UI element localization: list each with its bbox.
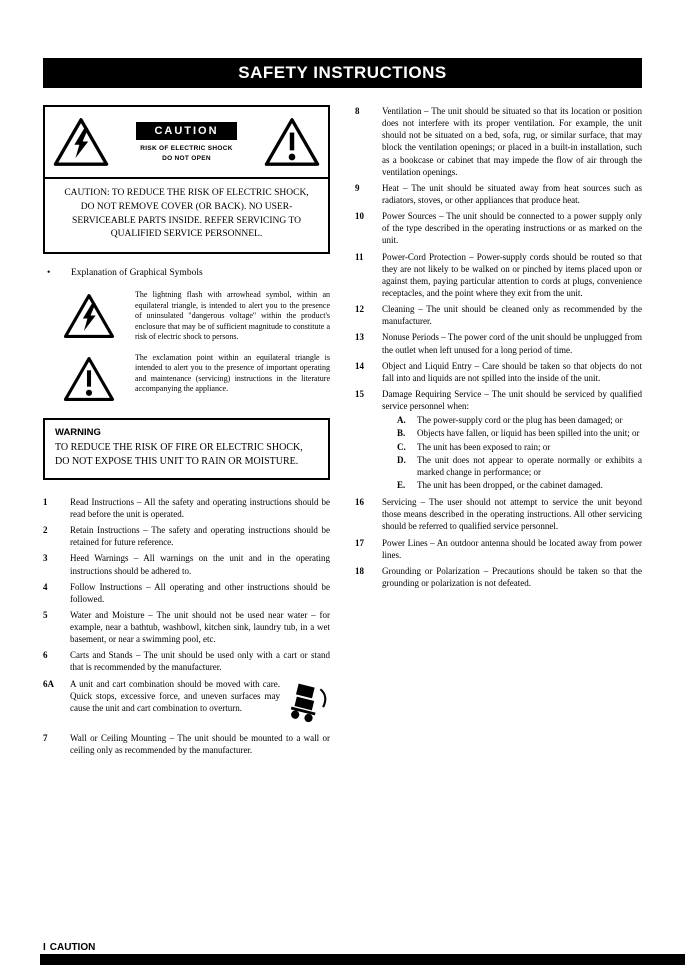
- lightning-symbol-explanation-row: [43, 290, 330, 343]
- sublist-text: The power-supply cord or the plug has been damaged; or: [417, 415, 623, 426]
- sublist-item: [382, 414, 642, 426]
- item-text: Heed Warnings – All warnings on the unit and in the operating instructions should be adhered to.: [70, 553, 330, 576]
- sublist-letter: D.: [397, 454, 406, 465]
- item-number: 16: [355, 497, 364, 508]
- sublist-item: [382, 479, 642, 491]
- item-text: Ventilation – The unit should be situated so that its location or position does not interfere with its proper ventilation. For example, the unit should not be situated on a bed, sofa, rug, or similar surface, that may block the ventilation openings; or placed in a built-in installation, such as a bookcase or cabinet that may impede the flow of air through the ventilation openings.: [382, 106, 642, 177]
- lightning-triangle-icon: [63, 293, 115, 339]
- instruction-item: [355, 331, 642, 355]
- sublist-letter: C.: [397, 441, 406, 452]
- item-number: 6: [43, 650, 48, 661]
- page-footer: [43, 942, 99, 953]
- sublist: [382, 414, 642, 491]
- item-number: 12: [355, 304, 364, 315]
- item-number: 9: [355, 182, 360, 193]
- graphical-symbols-heading: Explanation of Graphical Symbols: [71, 268, 203, 279]
- item-text: Nonuse Periods – The power cord of the unit should be unplugged from the outlet when left unused for a long period of time.: [382, 332, 642, 355]
- item-text: Wall or Ceiling Mounting – The unit should be mounted to a wall or ceiling only as recommended by the manufacturer.: [70, 732, 330, 755]
- item-number: 1: [43, 496, 48, 507]
- instruction-item: [43, 649, 330, 673]
- item-number: 3: [43, 553, 48, 564]
- warning-box: [43, 418, 330, 480]
- caution-sub-line1: RISK OF ELECTRIC SHOCK: [140, 144, 233, 152]
- instruction-item: [355, 105, 642, 178]
- item-text: Retain Instructions – The safety and operating instructions should be retained for future reference.: [70, 525, 330, 548]
- instruction-item: [355, 537, 642, 561]
- instruction-item-cart: [43, 678, 330, 728]
- item-text: Cleaning – The unit should be cleaned only as recommended by the manufacturer.: [382, 304, 642, 327]
- right-column: [355, 105, 642, 760]
- instruction-item: [43, 552, 330, 576]
- warning-label: WARNING: [55, 426, 101, 438]
- sublist-letter: A.: [397, 415, 406, 426]
- instruction-item: [355, 360, 642, 384]
- item-text: Power-Cord Protection – Power-supply cords should be routed so that they are not likely to be walked on or pinched by items placed upon or against them, paying particular attention to cords at plugs, convenience receptacles, and the point where they exit from the unit.: [382, 251, 642, 298]
- sublist-text: The unit has been exposed to rain; or: [417, 441, 551, 452]
- item-number: 8: [355, 106, 360, 116]
- sublist-text: Objects have fallen, or liquid has been spilled into the unit; or: [417, 428, 640, 439]
- sublist-text: The unit does not appear to operate normally or exhibits a marked change in performance; or: [417, 454, 642, 477]
- item-number: 15: [355, 388, 364, 399]
- instruction-item: [43, 524, 330, 548]
- sublist-item: [382, 454, 642, 478]
- sublist-item: [382, 441, 642, 453]
- bullet-marker: •: [47, 268, 51, 279]
- item-number: 7: [43, 732, 48, 743]
- item-number: 18: [355, 565, 364, 576]
- item-text: Grounding or Polarization – Precautions should be taken so that the grounding or polarization is not defeated.: [382, 565, 642, 588]
- item-number: 13: [355, 332, 364, 343]
- sublist-letter: E.: [397, 479, 406, 490]
- lightning-symbol-cell: [43, 290, 135, 343]
- graphical-symbols-heading-row: [47, 268, 330, 278]
- instruction-item: [355, 210, 642, 246]
- exclamation-symbol-text: The exclamation point within an equilateral triangle is intended to alert you to the presence of important operating and maintenance (servicing) instructions in the literature accompanying the appliance.: [135, 352, 330, 394]
- sublist-text: The unit has been dropped, or the cabinet damaged.: [417, 479, 603, 490]
- bottom-black-bar: [40, 954, 685, 965]
- instruction-item: [43, 581, 330, 605]
- instruction-item: [355, 182, 642, 206]
- instruction-item: [43, 609, 330, 645]
- lightning-symbol-text: The lightning flash with arrowhead symbol, within an equilateral triangle, is intended to alert you to the presence of uninsulated "dangerous voltage" within the product's enclosure that may be of sufficient magnitude to constitute a risk of electric shock to persons.: [135, 290, 330, 342]
- item-number: 2: [43, 525, 48, 536]
- caution-label: CAUTION: [136, 122, 236, 140]
- item-text: A unit and cart combination should be moved with care. Quick stops, excessive force, and uneven surfaces may cause the unit and cart combination to overturn.: [70, 678, 280, 713]
- instruction-item: [355, 303, 642, 327]
- cart-tipping-icon: [286, 680, 330, 726]
- exclamation-triangle-icon: [264, 117, 320, 167]
- exclamation-triangle-icon: [63, 356, 115, 402]
- caution-emblem-symbols-row: [45, 107, 328, 179]
- item-text: Power Sources – The unit should be connected to a power supply only of the type described in the operating instructions or as marked on the unit.: [382, 211, 642, 246]
- item-text: Carts and Stands – The unit should be used only with a cart or stand that is recommended by the manufacturer.: [70, 650, 330, 673]
- item-text: Heat – The unit should be situated away from heat sources such as radiators, stoves, or other appliances that produce heat.: [382, 182, 642, 205]
- left-column: [43, 105, 330, 760]
- instruction-item: [355, 565, 642, 589]
- item-text: Read Instructions – All the safety and operating instructions should be read before the unit is operated.: [70, 496, 330, 519]
- footer-page-label: I: [43, 942, 46, 953]
- instruction-item: [43, 732, 330, 756]
- caution-emblem-box: [43, 105, 330, 254]
- item-number: 10: [355, 211, 364, 222]
- two-column-layout: [43, 105, 642, 760]
- exclamation-symbol-cell: [43, 353, 135, 402]
- sublist-letter: B.: [397, 428, 406, 439]
- item-text: Servicing – The user should not attempt to service the unit beyond those means described in the operating instructions. All other servicing should be referred to qualified service personnel.: [382, 497, 642, 532]
- caution-emblem-center: [136, 121, 236, 164]
- sublist-item: [382, 427, 642, 439]
- item-number: 5: [43, 609, 48, 620]
- caution-emblem-text: CAUTION: TO REDUCE THE RISK OF ELECTRIC SHOCK, DO NOT REMOVE COVER (OR BACK). NO USER-SERVICEABLE PARTS INSIDE. REFER SERVICING TO QUALIFIED SERVICE PERSONNEL.: [64, 188, 309, 240]
- instruction-item-with-sublist: [355, 388, 642, 492]
- exclamation-symbol-explanation-row: [43, 353, 330, 402]
- lightning-triangle-icon: [53, 117, 109, 167]
- footer-caution-label: CAUTION: [49, 942, 96, 953]
- item-text: Damage Requiring Service – The unit should be serviced by qualified service personnel when:: [382, 388, 642, 412]
- item-number: 11: [355, 251, 364, 262]
- page-title: SAFETY INSTRUCTIONS: [43, 58, 642, 88]
- instruction-item: [355, 496, 642, 532]
- item-number: 4: [43, 581, 48, 592]
- instruction-item: [43, 496, 330, 520]
- item-text: Power Lines – An outdoor antenna should be located away from power lines.: [382, 537, 642, 560]
- item-text: Follow Instructions – All operating and other instructions should be followed.: [70, 581, 330, 604]
- instruction-item: [355, 251, 642, 300]
- item-text: Water and Moisture – The unit should not be used near water – for example, near a bathtub, washbowl, kitchen sink, laundry tub, in a wet basement, or near a swimming pool, etc.: [70, 609, 330, 645]
- item-number: 17: [355, 537, 364, 548]
- caution-sub-line2: DO NOT OPEN: [162, 154, 211, 162]
- item-number: 14: [355, 360, 364, 371]
- item-text: Object and Liquid Entry – Care should be taken so that objects do not fall into and liquids are not spilled into the inside of the unit.: [382, 360, 642, 383]
- warning-text: TO REDUCE THE RISK OF FIRE OR ELECTRIC SHOCK, DO NOT EXPOSE THIS UNIT TO RAIN OR MOISTURE.: [55, 441, 303, 467]
- item-number: 6A: [43, 678, 54, 689]
